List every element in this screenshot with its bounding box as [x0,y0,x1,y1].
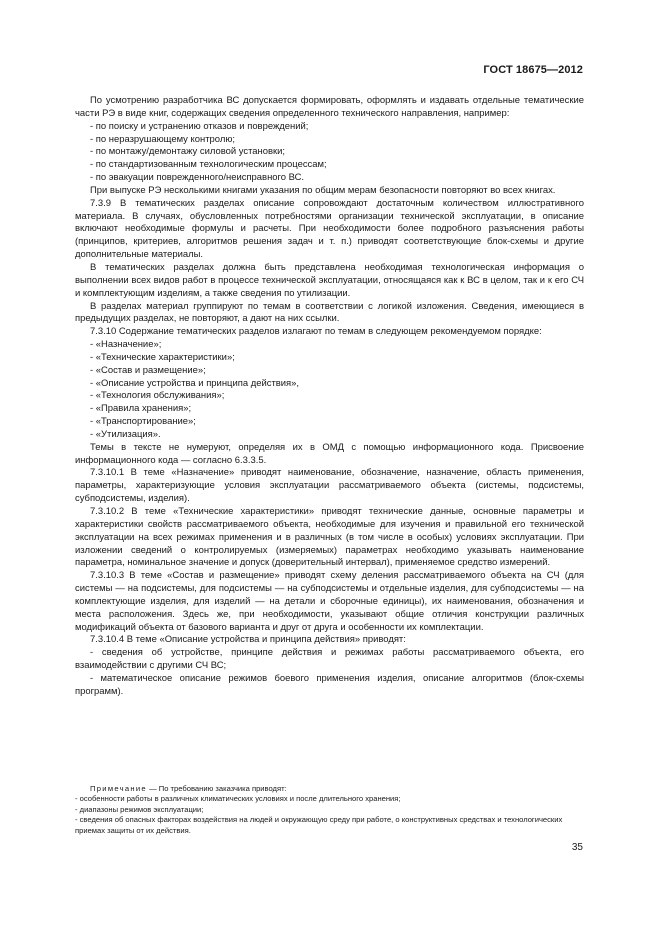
note-item: - особенности работы в различных климатических условиях и после длительного хранения; [75,794,401,804]
list-item: - по поиску и устранению отказов и повреждений; [90,120,309,132]
paragraph: 7.3.10.2 В теме «Технические характеристики» приводят технические данные, основные параметры и характеристики свойств рассматриваемого объекта, необходимые для изучения и правильной его технической эксплуатации на всех режимах применения и в различных (в том числе в особых) условиях эксплуатации. При изложении сведений о контролируемых (измеряемых) параметрах необходимо указывать наименование параметра, номинальное значение и допуск (доверительный интервал), применяемое средство измерений. [75,506,584,569]
paragraph: В разделах материал группируют по темам в соответствии с логикой изложения. Сведения, имеющиеся в предыдущих разделах, не повторяют, а дают на них ссылки. [75,300,584,325]
note-block [75,784,584,836]
list-item: - «Описание устройства и принципа действия», [90,377,300,389]
note-label: Примечание [90,784,147,793]
list-item: - по неразрушающему контролю; [90,133,236,145]
list-item: - «Состав и размещение»; [90,364,206,376]
paragraph: - математическое описание режимов боевого применения изделия, описание алгоритмов (блок-схемы программ). [75,672,584,697]
list-item: - «Транспортирование»; [90,416,196,428]
list-item: - «Правила хранения»; [90,403,192,415]
list-item: - «Технология обслуживания»; [90,390,225,402]
page-number: 35 [571,842,583,853]
paragraph: Темы в тексте не нумеруют, определяя их в ОМД с помощью информационного кода. Присвоение информационного кода — согласно 6.3.3.5. [75,441,584,466]
list-item: - по монтажу/демонтажу силовой установки; [90,146,286,158]
note-item: - сведения об опасных факторах воздействия на людей и окружающую среду при работе, о конструктивных средствах и технологических приемах защиты от их действия. [75,815,563,835]
list-item: - по эвакуации поврежденного/неисправного ВС. [90,172,305,184]
paragraph: По усмотрению разработчика ВС допускается формировать, оформлять и издавать отдельные тематические части РЭ в виде книг, содержащих сведения определенного технического направления, например: [75,95,584,119]
document-body [75,95,584,699]
paragraph: - сведения об устройстве, принципе действия и режимах работы рассматриваемого объекта, его взаимодействии с другими СЧ ВС; [75,647,584,672]
note-intro [75,784,584,794]
note-intro-text: — По требованию заказчика приводят: [146,784,287,793]
paragraph: При выпуске РЭ несколькими книгами указания по общим мерам безопасности повторяют во всех книгах. [90,184,556,196]
note-item: - диапазоны режимов эксплуатации; [75,804,204,814]
paragraph: 7.3.9 В тематических разделах описание сопровождают достаточным количеством иллюстративного материала. В случаях, обусловленных потребностями организации технической эксплуатации, в описание включают необходимые формулы и расчеты. При необходимости более подробного разъяснения работы (принципов, критериев, алгоритмов решения задач и т. п.) приводят соответствующие блок-схемы и другие дополнительные материалы. [75,197,584,261]
document-header: ГОСТ 18675—2012 [483,64,583,76]
list-item: - «Технические характеристики»; [90,351,235,363]
list-item: - по стандартизованным технологическим процессам; [90,159,327,171]
paragraph: 7.3.10.4 В теме «Описание устройства и принципа действия» приводят: [90,634,406,646]
paragraph: 7.3.10.3 В теме «Состав и размещение» приводят схему деления рассматриваемого объекта на СЧ (для системы — на подсистемы, для подсистемы — на субподсистемы и отдельные изделия, для субподсистемы — на комплектующие изделия, для изделий — на детали и сборочные единицы), их наименования, обозначения и места расположения. Здесь же, при необходимости, указывают общие отличия конструкции различных модификаций объекта от базового варианта и друг от друга и особенности их комплектации. [75,570,584,633]
paragraph: 7.3.10 Содержание тематических разделов излагают по темам в следующем рекомендуемом порядке: [90,326,542,338]
list-item: - «Утилизация». [90,428,161,440]
paragraph: В тематических разделах должна быть представлена необходимая технологическая информация о выполнении всех видов работ в процессе технической эксплуатации, относящаяся как к ВС в целом, так и к его СЧ и комплектующим изделиям, а также сведения по утилизации. [75,261,584,299]
list-item: - «Назначение»; [90,339,162,351]
paragraph: 7.3.10.1 В теме «Назначение» приводят наименование, обозначение, назначение, область применения, параметры, характеризующие условия эксплуатации рассматриваемого объекта (системы, подсистемы, субподсистемы, изделия). [75,467,584,505]
